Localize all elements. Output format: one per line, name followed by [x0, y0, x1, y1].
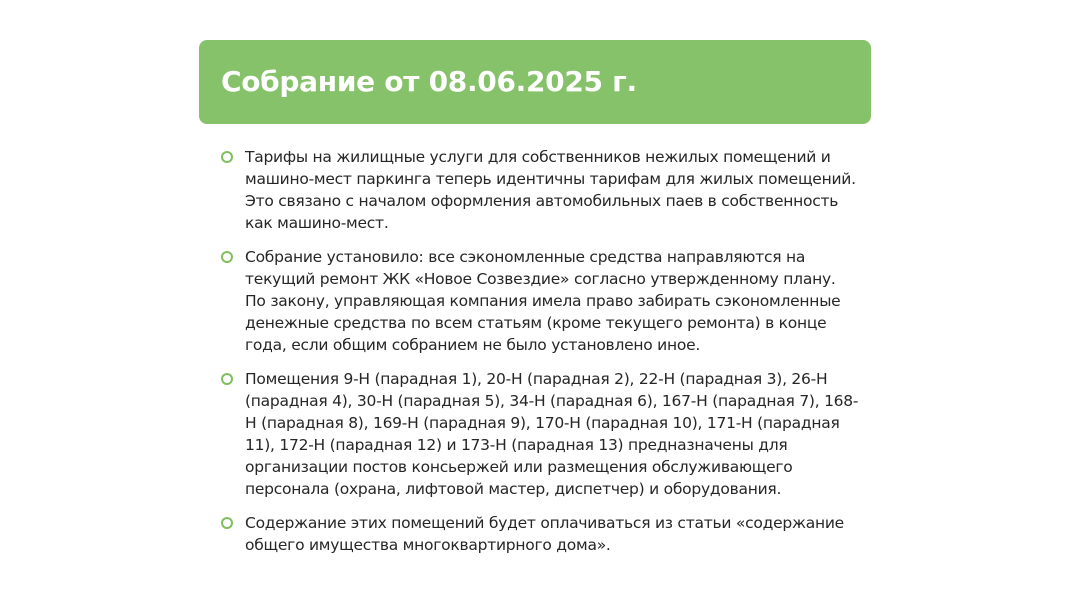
title-banner: [199, 40, 871, 124]
bullet-list: [220, 146, 860, 568]
bullet-text: Содержание этих помещений будет оплачиваться из статьи «содержание общего имущества многоквартирного дома».: [245, 514, 844, 554]
bullet-circle-icon: [221, 373, 233, 385]
bullet-circle-icon: [221, 517, 233, 529]
bullet-item-maintenance: [220, 512, 860, 556]
bullet-text: Помещения 9-Н (парадная 1), 20-Н (парадная 2), 22-Н (парадная 3), 26-Н (парадная 4), 30-Н (парадная 5), 34-Н (парадная 6), 167-Н (парадная 7), 168-Н (парадная 8), 169-Н (парадная 9), 170-Н (парадная 10), 171-Н (парадная 11), 172-Н (парадная 12) и 173-Н (парадная 13) предназначены для организации постов консьержей или размещения обслуживающего персонала (охрана, лифтовой мастер, диспетчер) и оборудования.: [245, 370, 859, 498]
bullet-circle-icon: [221, 151, 233, 163]
bullet-text: Тарифы на жилищные услуги для собственников нежилых помещений и машино-мест паркинга теперь идентичны тарифам для жилых помещений. Это связано с началом оформления автомобильных паев в собственность как машино-мест.: [245, 148, 856, 232]
bullet-text: Собрание установило: все сэкономленные средства направляются на текущий ремонт ЖК «Новое Созвездие» согласно утвержденному плану. По закону, управляющая компания имела право забирать сэкономленные денежные средства по всем статьям (кроме текущего ремонта) в конце года, если общим собранием не было установлено иное.: [245, 248, 841, 354]
bullet-circle-icon: [221, 251, 233, 263]
bullet-item-savings: [220, 246, 860, 356]
bullet-item-premises: [220, 368, 860, 500]
bullet-item-tariffs: [220, 146, 860, 234]
slide-title: Собрание от 08.06.2025 г.: [221, 64, 637, 98]
